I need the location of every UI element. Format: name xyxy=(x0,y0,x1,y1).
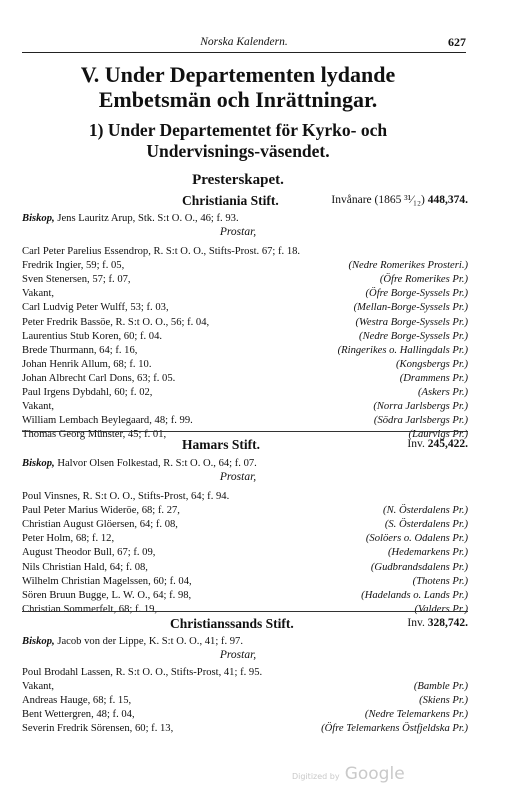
provost-name: Vakant, xyxy=(22,681,55,692)
chapter-title-line-1: V. Under Departementen lydande xyxy=(80,62,396,87)
provost-name: August Theodor Bull, 67; f. 09, xyxy=(22,547,156,558)
provost-row xyxy=(22,259,468,272)
population-value: 245,422. xyxy=(427,438,468,450)
provosts-label: Prostar, xyxy=(219,471,257,483)
provost-row xyxy=(22,301,468,314)
provost-name: Severin Fredrik Sörensen, 60; f. 13, xyxy=(22,723,174,734)
provost-district: (Skiens Pr.) xyxy=(419,695,468,706)
bishop-name: Halvor Olsen Folkestad, R. S:t O. O., 64; f. 07. xyxy=(57,458,257,469)
provost-row xyxy=(22,603,468,616)
chapter-title-line-2: Embetsmän och Inrättningar. xyxy=(98,87,378,112)
provost-district: (Mellan-Borge-Syssels Pr.) xyxy=(353,302,468,313)
provost-row xyxy=(22,518,468,531)
provost-district: (Ringerikes o. Hallingdals Pr.) xyxy=(337,345,468,356)
provost-district: (Öfre Borge-Syssels Pr.) xyxy=(365,288,468,299)
provost-district: (Askers Pr.) xyxy=(417,387,468,398)
provost-name: Wilhelm Christian Magelssen, 60; f. 04, xyxy=(22,576,192,587)
provost-name: Poul Vinsnes, R. S:t O. O., Stifts-Prost, 64; f. 94. xyxy=(22,491,230,502)
provost-name: Christian August Glöersen, 64; f. 08, xyxy=(22,519,178,530)
bishop-line xyxy=(22,457,468,470)
provost-row xyxy=(22,330,468,343)
provosts-label: Prostar, xyxy=(219,226,257,238)
provost-district: (Kongsbergs Pr.) xyxy=(396,359,468,370)
provost-row xyxy=(22,546,468,559)
provost-name: Vakant, xyxy=(22,288,55,299)
provost-district: (Nedre Telemarkens Pr.) xyxy=(364,709,468,720)
provost-name: Carl Ludvig Peter Wulff, 53; f. 03, xyxy=(22,302,169,313)
provost-district: (Hadelands o. Lands Pr.) xyxy=(361,590,468,601)
provost-name: Bent Wettergren, 48; f. 04, xyxy=(22,709,135,720)
provost-name: Thomas Georg Münster, 45; f. 01, xyxy=(22,429,167,440)
provost-name: Laurentius Stub Koren, 60; f. 04. xyxy=(22,331,163,342)
provost-district: (Hedemarkens Pr.) xyxy=(387,547,468,558)
section-title-line-2: Undervisnings-väsendet. xyxy=(146,141,330,161)
provost-district: (Valders Pr.) xyxy=(414,604,468,615)
provost-row xyxy=(22,400,468,413)
provost-name: Johan Albrecht Carl Dons, 63; f. 05. xyxy=(22,373,176,384)
provost-row xyxy=(22,287,468,300)
provost-name: Fredrik Ingier, 59; f. 05, xyxy=(22,260,125,271)
provost-row xyxy=(22,722,468,735)
provost-row xyxy=(22,561,468,574)
bishop-label: Biskop, xyxy=(22,636,55,647)
provost-name: Peter Holm, 68; f. 12, xyxy=(22,533,115,544)
bishop-name: Jens Lauritz Arup, Stk. S:t O. O., 46; f. 93. xyxy=(57,213,239,224)
population-value: 448,374. xyxy=(427,194,468,206)
watermark-small: Digitized by xyxy=(292,772,340,781)
provost-row xyxy=(22,245,468,258)
provost-district: (Drammens Pr.) xyxy=(399,373,468,384)
provost-district: (Södra Jarlsbergs Pr.) xyxy=(373,415,468,426)
provost-row xyxy=(22,504,468,517)
provost-name: Sören Bruun Bugge, L. W. O., 64; f. 98, xyxy=(22,590,192,601)
provost-row xyxy=(22,589,468,602)
population-label: Inv. xyxy=(407,617,425,629)
provost-district: (Norra Jarlsbergs Pr.) xyxy=(373,401,468,412)
bishop-label: Biskop, xyxy=(22,458,55,469)
provost-district: (Öfre Romerikes Pr.) xyxy=(379,274,468,285)
provost-district: (Laurvigs Pr.) xyxy=(408,429,468,440)
provost-district: (Nedre Romerikes Prosteri.) xyxy=(348,260,468,271)
provost-name: Andreas Hauge, 68; f. 15, xyxy=(22,695,132,706)
provost-name: Peter Fredrik Bassöe, R. S:t O. O., 56; f. 04, xyxy=(22,317,210,328)
provost-name: Paul Irgens Dybdahl, 60; f. 02, xyxy=(22,387,153,398)
provost-district: (Solöers o. Odalens Pr.) xyxy=(365,533,468,544)
provost-row xyxy=(22,273,468,286)
population-value: 328,742. xyxy=(427,617,468,629)
provost-name: Paul Peter Marius Wideröe, 68; f. 27, xyxy=(22,505,180,516)
provost-row xyxy=(22,532,468,545)
bishop-line xyxy=(22,635,468,648)
provost-district: (Bamble Pr.) xyxy=(413,681,468,692)
provost-row xyxy=(22,414,468,427)
provost-row xyxy=(22,666,468,679)
provost-name: Carl Peter Parelius Essendrop, R. S:t O. O., Stifts-Prost. 67; f. 18. xyxy=(22,246,301,257)
provost-row xyxy=(22,358,468,371)
provost-name: Brede Thurmann, 64; f. 16, xyxy=(22,345,138,356)
provosts-label: Prostar, xyxy=(219,649,257,661)
population-label: Inv. xyxy=(407,438,425,450)
provost-row xyxy=(22,372,468,385)
subsection-title: Presterskapet. xyxy=(192,172,284,188)
provost-row xyxy=(22,344,468,357)
bishop-line xyxy=(22,212,468,225)
population-label: Invånare (1865 ³¹⁄₁₂) xyxy=(331,194,425,206)
provost-row xyxy=(22,386,468,399)
population xyxy=(331,194,468,206)
running-title: Norska Kalendern. xyxy=(200,36,288,48)
provost-district: (Thotens Pr.) xyxy=(412,576,468,587)
provost-district: (Nedre Borge-Syssels Pr.) xyxy=(359,331,468,342)
provost-district: (Gudbrandsdalens Pr.) xyxy=(370,562,468,573)
diocese-header-christiania xyxy=(22,193,468,208)
provost-name: Johan Henrik Allum, 68; f. 10. xyxy=(22,359,152,370)
provost-name: Nils Christian Hald, 64; f. 08, xyxy=(22,562,148,573)
provost-name: Poul Brodahl Lassen, R. S:t O. O., Stifts-Prost, 41; f. 95. xyxy=(22,667,263,678)
diocese-name: Christianssands Stift. xyxy=(170,616,294,631)
provost-row xyxy=(22,680,468,693)
diocese-name: Hamars Stift. xyxy=(182,437,260,452)
population xyxy=(407,438,468,450)
running-header xyxy=(22,36,466,53)
provost-row xyxy=(22,575,468,588)
population xyxy=(407,617,468,629)
provost-row xyxy=(22,694,468,707)
diocese-header-hamar xyxy=(22,437,468,452)
provost-district: (S. Österdalens Pr.) xyxy=(384,519,468,530)
provost-name: Vakant, xyxy=(22,401,55,412)
provost-row xyxy=(22,316,468,329)
provost-name: William Lembach Beylegaard, 48; f. 99. xyxy=(22,415,193,426)
provost-district: (N. Österdalens Pr.) xyxy=(383,505,468,516)
provost-row xyxy=(22,708,468,721)
divider xyxy=(22,431,468,432)
watermark-big: Google xyxy=(344,764,405,784)
digitized-by-google-watermark xyxy=(292,764,405,784)
diocese-name: Christiania Stift. xyxy=(182,193,279,208)
page-number: 627 xyxy=(448,35,466,49)
bishop-label: Biskop, xyxy=(22,213,55,224)
provost-row xyxy=(22,490,468,503)
bishop-name: Jacob von der Lippe, K. S:t O. O., 41; f. 97. xyxy=(57,636,243,647)
provost-name: Christian Sommerfelt, 68; f. 19, xyxy=(22,604,158,615)
divider xyxy=(22,611,468,612)
section-title-line-1: 1) Under Departementet för Kyrko- och xyxy=(88,120,388,140)
diocese-header-christianssand xyxy=(22,616,468,631)
provost-name: Sven Stenersen, 57; f. 07, xyxy=(22,274,131,285)
provost-district: (Öfre Telemarkens Östfjeldska Pr.) xyxy=(321,723,468,734)
provost-district: (Westra Borge-Syssels Pr.) xyxy=(355,317,468,328)
